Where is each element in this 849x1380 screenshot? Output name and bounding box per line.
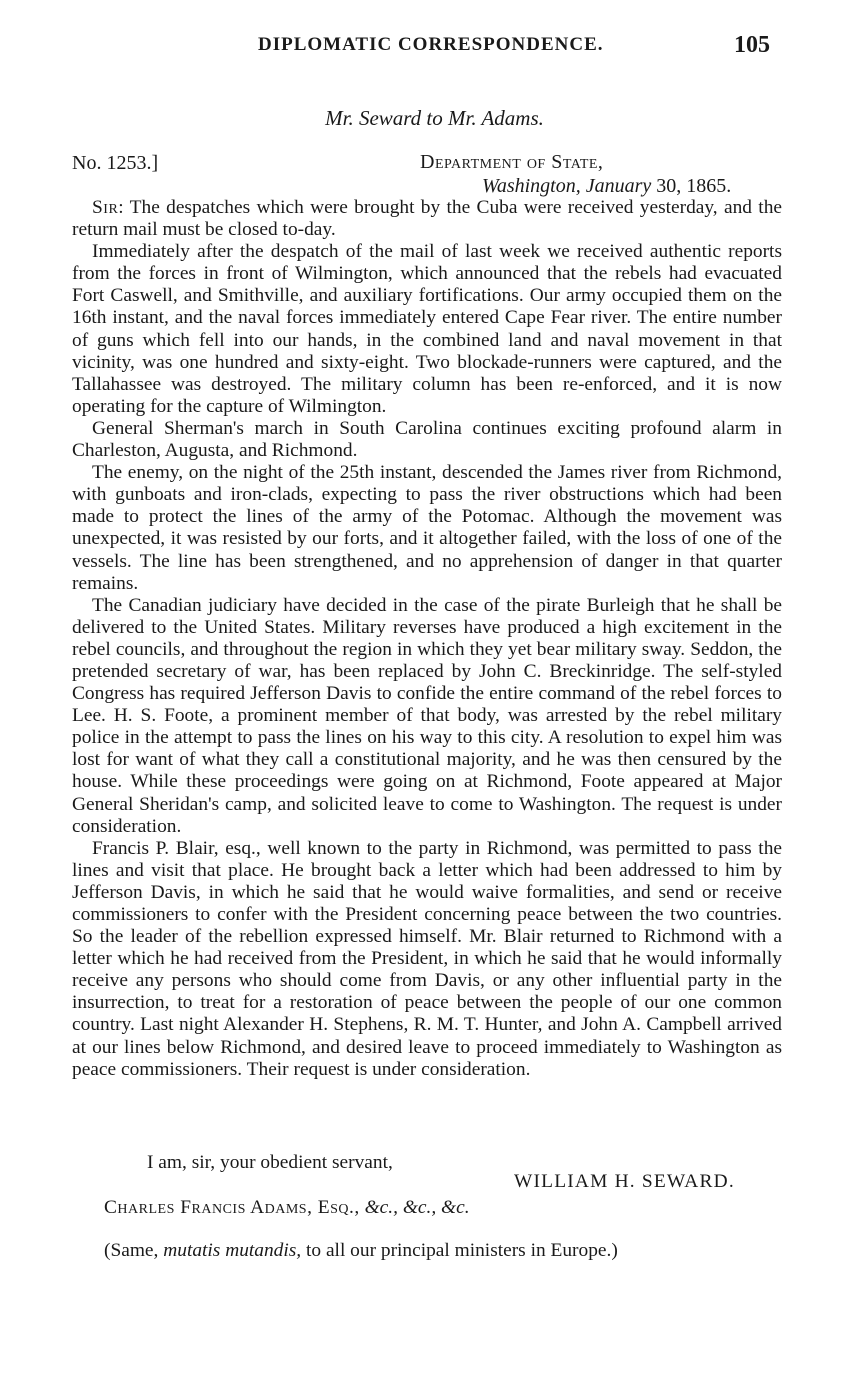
paragraph: The enemy, on the night of the 25th instant, descended the James river from Richmond, with gunboats and iron-clads, expecting to pass the river obstructions which had been made to protect the lines of the army of the Potomac. Although the movement was unexpected, it was resisted by our forts, and it altogether failed, with the loss of one of the vessels. The line has been strengthened, and no apprehension of danger in that quarter remains. bbox=[72, 462, 782, 594]
note-italic: mutatis mutandis, bbox=[163, 1240, 302, 1261]
paragraph bbox=[72, 197, 782, 241]
paragraph: Francis P. Blair, esq., well known to the party in Richmond, was permitted to pass the lines and visit that place. He brought back a letter which had been addressed to him by Jefferson Davis, in which he said that he would waive formalities, and send or receive commissioners to confer with the President concerning peace between the two countries. So the leader of the rebellion expressed himself. Mr. Blair returned to Richmond with a letter which he had received from the President, in which he said that he would informally receive any persons who should come from Davis, or any other influential party in the insurrection, to treat for a restoration of peace between the people of our one common country. Last night Alexander H. Stephens, R. M. T. Hunter, and John A. Campbell arrived at our lines below Richmond, and desired leave to proceed immediately to Washington as peace commissioners. Their request is under consideration. bbox=[72, 837, 782, 1080]
running-head bbox=[0, 32, 849, 62]
letter-heading: Mr. Seward to Mr. Adams. bbox=[325, 106, 544, 130]
running-title: DIPLOMATIC CORRESPONDENCE. bbox=[258, 34, 604, 55]
letter-body bbox=[72, 197, 782, 1081]
addressee bbox=[104, 1197, 470, 1219]
place: Washington, January bbox=[482, 175, 652, 197]
page-number: 105 bbox=[734, 32, 770, 58]
salutation: Sir bbox=[92, 197, 119, 218]
paragraph: Immediately after the despatch of the mail of last week we received authentic reports from the forces in front of Wilmington, which announced that the rebels had evacuated Fort Caswell, and Smithville, and auxiliary fortifications. Our army occupied them on the 16th instant, and the naval forces immediately entered Cape Fear river. The entire number of guns which fell into our hands, in the combined land and naval movement in that vicinity, was one hundred and sixty-eight. Two blockade-runners were captured, and the Tallahassee was destroyed. The military column has been re-enforced, and it is now operating for the capture of Wilmington. bbox=[72, 241, 782, 417]
note-open: (Same, bbox=[104, 1240, 159, 1261]
place-date bbox=[420, 174, 760, 198]
paragraph: The Canadian judiciary have decided in the case of the pirate Burleigh that he shall be delivered to the United States. Military reverses have produced a high excitement in the rebel councils, and throughout the region in which they yet bear military sway. Seddon, the pretended secretary of war, has been replaced by John C. Breckinridge. The self-styled Congress has required Jefferson Davis to confide the entire command of the rebel forces to Lee. H. S. Foote, a prominent member of that body, was arrested by the rebel military police in the attempt to pass the lines on his way to this city. A resolution to expel him was lost for want of what they call a constitutional majority, and he was then censured by the house. While these proceedings were going on at Richmond, Foote appeared at Major General Sheridan's camp, and solicited leave to come to Washington. The request is under consideration. bbox=[72, 594, 782, 837]
dateline bbox=[420, 150, 760, 198]
addressee-name: Charles Francis Adams, Esq., bbox=[104, 1197, 360, 1218]
department-name: Department of State, bbox=[420, 151, 604, 173]
paragraph-text: : The despatches which were brought by the Cuba were received yesterday, and the return mail must be closed to-day. bbox=[72, 197, 782, 241]
addressee-etc: &c., &c., &c. bbox=[364, 1197, 470, 1218]
paragraph: General Sherman's march in South Carolina continues exciting profound alarm in Charleston, Augusta, and Richmond. bbox=[72, 417, 782, 462]
note-rest: to all our principal ministers in Europe.) bbox=[306, 1240, 618, 1261]
distribution-note bbox=[104, 1240, 618, 1262]
date: 30, 1865. bbox=[656, 175, 732, 197]
document-number: No. 1253.] bbox=[72, 152, 159, 174]
signature: WILLIAM H. SEWARD. bbox=[514, 1171, 735, 1192]
closing: I am, sir, your obedient servant, bbox=[147, 1152, 393, 1173]
